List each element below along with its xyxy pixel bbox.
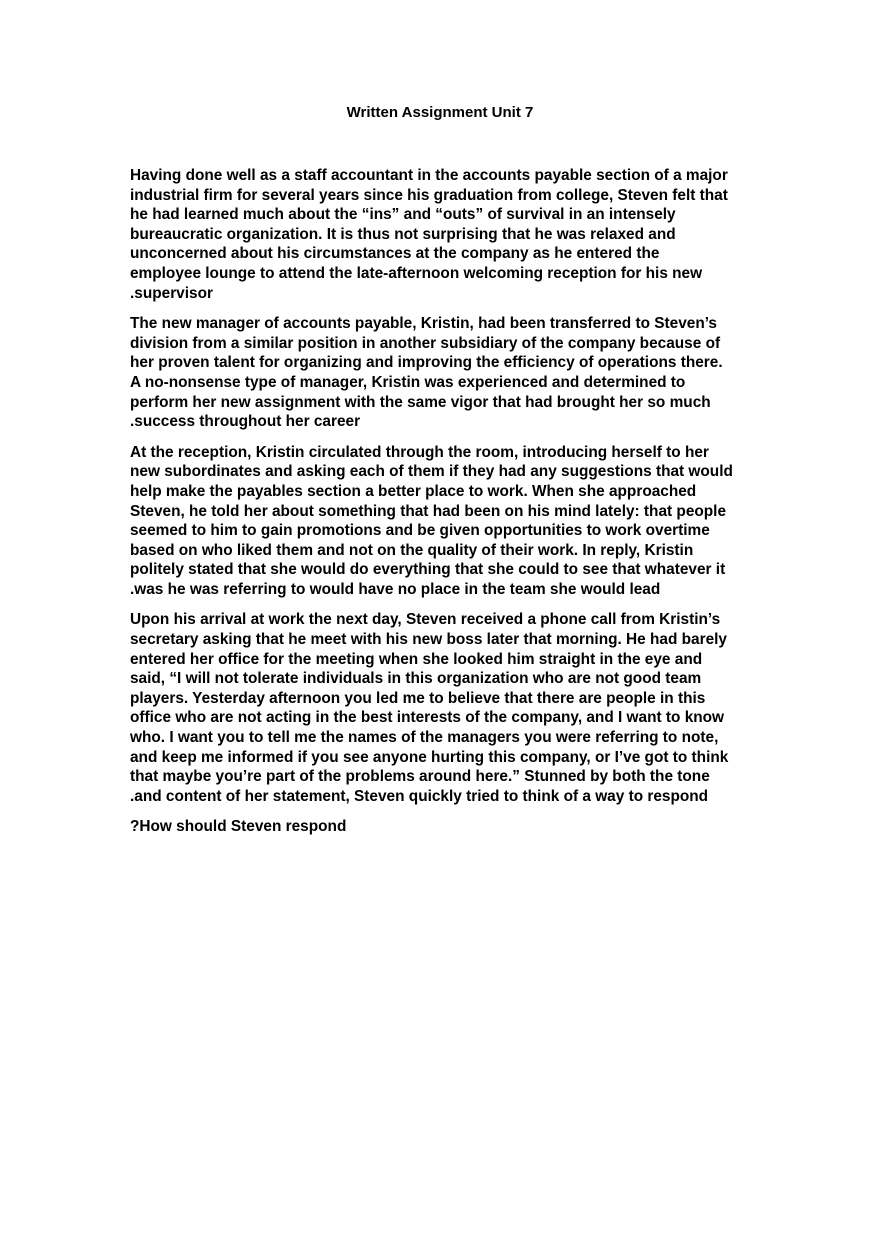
paragraph-4 xyxy=(130,610,770,806)
document-title: Written Assignment Unit 7 xyxy=(346,104,534,121)
text-line: bureaucratic organization. It is thus not surprising that he was relaxed and xyxy=(130,225,676,243)
text-line: division from a similar position in another subsidiary of the company because of xyxy=(130,334,721,352)
text-line: said, “I will not tolerate individuals in this organization who are not good team xyxy=(130,670,702,688)
text-line: he had learned much about the “ins” and “outs” of survival in an intensely xyxy=(130,206,676,224)
text-line: entered her office for the meeting when she looked him straight in the eye and xyxy=(130,650,703,668)
text-line: employee lounge to attend the late-afternoon welcoming reception for his new xyxy=(130,264,703,282)
text-line: Having done well as a staff accountant in the accounts payable section of a major xyxy=(130,167,728,184)
text-line: politely stated that she would do everything that she could to see that whatever it xyxy=(130,561,726,579)
question-paragraph xyxy=(130,817,770,837)
text-line: At the reception, Kristin circulated through the room, introducing herself to her xyxy=(130,443,709,461)
document-body xyxy=(130,166,770,848)
text-line: who. I want you to tell me the names of the managers you were referring to note, xyxy=(130,729,719,747)
text-line: secretary asking that he meet with his new boss later that morning. He had barely xyxy=(130,631,727,649)
text-line: ?How should Steven respond xyxy=(130,818,347,836)
paragraph-1 xyxy=(130,166,770,303)
text-line: The new manager of accounts payable, Kristin, had been transferred to Steven’s xyxy=(130,315,717,333)
text-line: perform her new assignment with the same vigor that had brought her so much xyxy=(130,393,711,411)
text-line: players. Yesterday afternoon you led me to believe that there are people in this xyxy=(130,689,706,707)
text-line: new subordinates and asking each of them if they had any suggestions that would xyxy=(130,463,733,481)
paragraph-3 xyxy=(130,443,770,600)
text-line: .was he was referring to would have no place in the team she would lead xyxy=(130,580,661,598)
text-line: office who are not acting in the best interests of the company, and I want to know xyxy=(130,709,725,727)
text-line: .and content of her statement, Steven quickly tried to think of a way to respond xyxy=(130,787,709,805)
text-line: .success throughout her career xyxy=(130,413,361,431)
text-line: her proven talent for organizing and improving the efficiency of operations there. xyxy=(130,354,723,372)
text-line: that maybe you’re part of the problems around here.” Stunned by both the tone xyxy=(130,768,710,786)
text-line: seemed to him to gain promotions and be given opportunities to work overtime xyxy=(130,522,710,540)
text-line: .supervisor xyxy=(130,284,213,302)
text-line: Steven, he told her about something that had been on his mind lately: that people xyxy=(130,502,727,520)
text-line: industrial firm for several years since his graduation from college, Steven felt that xyxy=(130,186,728,204)
text-line: based on who liked them and not on the quality of their work. In reply, Kristin xyxy=(130,541,694,559)
text-line: A no-nonsense type of manager, Kristin was experienced and determined to xyxy=(130,373,686,391)
text-line: unconcerned about his circumstances at the company as he entered the xyxy=(130,245,660,263)
text-line: and keep me informed if you see anyone hurting this company, or I’ve got to think xyxy=(130,748,729,766)
paragraph-2 xyxy=(130,314,770,432)
text-line: help make the payables section a better place to work. When she approached xyxy=(130,482,697,500)
text-line: Upon his arrival at work the next day, Steven received a phone call from Kristin’s xyxy=(130,611,721,629)
